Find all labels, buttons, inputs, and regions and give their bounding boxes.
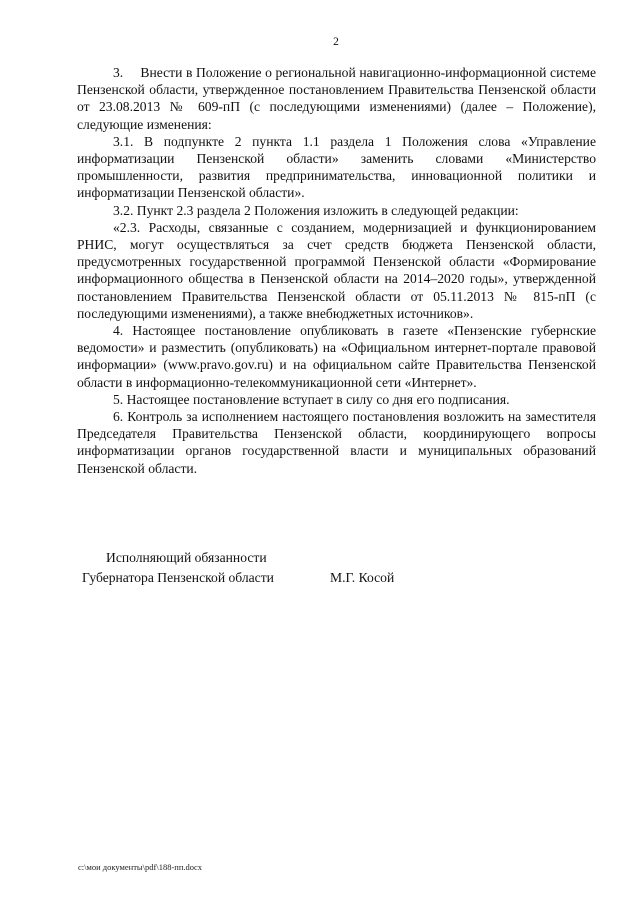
paragraph-item-4: 4. Настоящее постановление опубликовать в газете «Пензенские губернские ведомости» и разместить (опубликовать) на «Официальном интернет-портале правовой информации» (www.pravo.gov.ru) и на официальном сайте Правительства Пензенской области в информационно-телекоммуникационной сети «Интернет».	[77, 323, 596, 390]
paragraph-quote-2-3: «2.3. Расходы, связанные с созданием, модернизацией и функционированием РНИС, могут осуществляться за счет средств бюджета Пензенской области, предусмотренных государственной программой Пензенской области «Формирование информационного общества в Пензенской области на 2014–2020 годы», утвержденной постановлением Правительства Пензенской области от 05.11.2013 № 815-пП (с последующими изменениями), а также внебюджетных источников».	[77, 219, 596, 321]
footer-file-path: c:\мои документы\pdf\188-пп.docx	[78, 862, 203, 872]
paragraph-item-3-2: 3.2. Пункт 2.3 раздела 2 Положения изложить в следующей редакции:	[113, 202, 519, 218]
paragraph-item-3-1: 3.1. В подпункте 2 пункта 1.1 раздела 1 Положения слова «Управление информатизации Пензенской области» заменить словами «Министерство промышленности, развития предпринимательства, инновационной политики и информатизации Пензенской области».	[77, 133, 596, 201]
paragraph-item-6: 6. Контроль за исполнением настоящего постановления возложить на заместителя Председателя Правительства Пензенской области, координирующего вопросы информатизации органов государственной власти и муниципальных образований Пензенской области.	[77, 409, 596, 476]
paragraph-item-5: 5. Настоящее постановление вступает в силу со дня его подписания.	[113, 391, 510, 407]
signatory-name: М.Г. Косой	[330, 570, 395, 585]
document-body	[77, 64, 596, 477]
page-number: 2	[333, 36, 339, 48]
signatory-title-line1: Исполняющий обязанности	[106, 550, 267, 565]
paragraph-item-3: 3. Внести в Положение о региональной навигационно-информационной системе Пензенской области, утвержденное постановлением Правительства Пензенской области от 23.08.2013 № 609-пП (с последующими изменениями) (далее – Положение), следующие изменения:	[77, 65, 596, 132]
signatory-title-line2: Губернатора Пензенской области	[82, 570, 274, 585]
